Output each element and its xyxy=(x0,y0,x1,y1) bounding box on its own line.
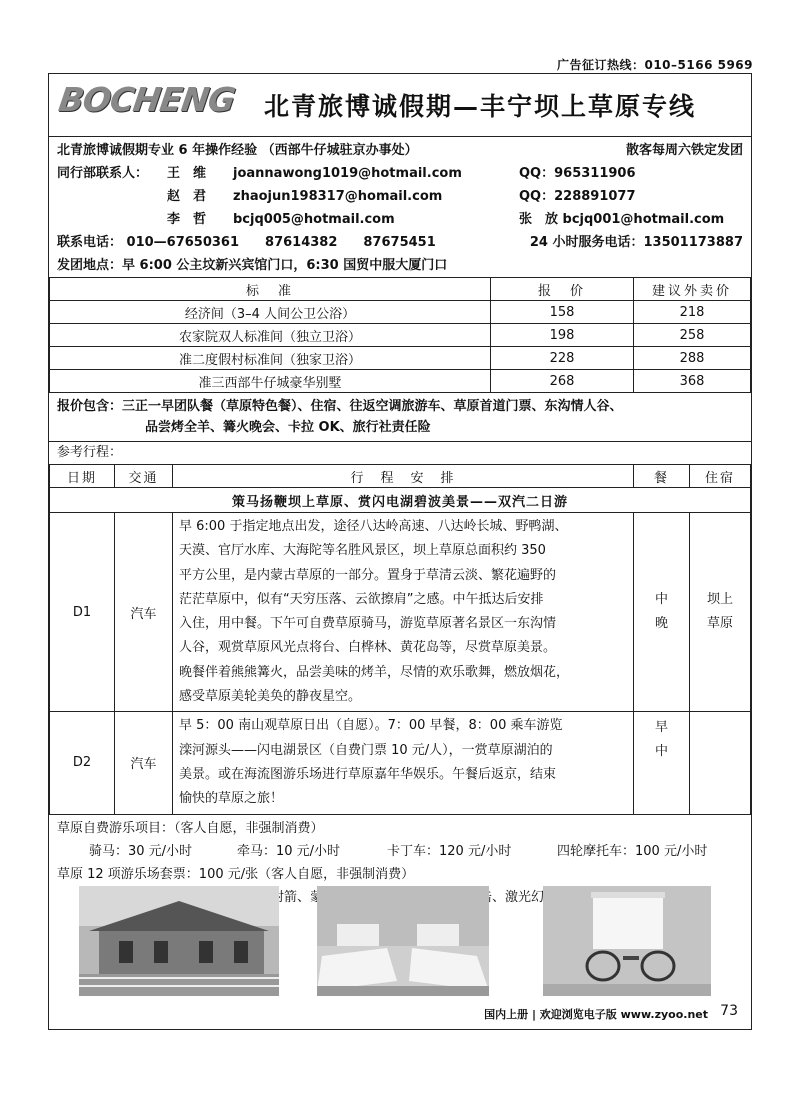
suggested-price: 218 xyxy=(634,301,751,324)
includes-line: 品尝烤全羊、篝火晚会、卡拉 OK、旅行社责任险 xyxy=(145,420,431,435)
info-block xyxy=(49,137,751,277)
price-includes xyxy=(49,393,751,442)
footer-text: 国内上册 | 欢迎浏览电子版 www.zyoo.net xyxy=(484,1008,708,1021)
page-title: 北青旅博诚假期—丰宁坝上草原专线 xyxy=(264,92,697,121)
page-number: 73 xyxy=(720,1003,738,1019)
bocheng-logo: BOCHENG xyxy=(56,80,238,119)
contact-qq: QQ：965311906 xyxy=(519,166,636,181)
contact-extra: 张 放 bcjq001@hotmail.com xyxy=(519,212,725,227)
price-row xyxy=(50,347,751,370)
day-description: 早 6:00 于指定地点出发，途径八达岭高速、八达岭长城、野鸭湖、 天漠、官厅水库、大海陀等名胜风景区，坝上草原总面积约 350 平方公里，是内蒙古草原的一部分。置身于草清云淡、繁花遍野的 茫茫草原中，似有“天穷压落、云欲擦肩”之感。中午抵达后安排 入住，用中餐。下午可自费草原骑马，游览草原著名景区一东沟情 人谷，观赏草原风光点将台、白桦林、黄花岛等，尽赏草原美景。 晚餐伴着熊熊篝火，品尝美味的烤羊，尽情的欢乐歌舞，燃放烟花， 感受草原美轮美奂的静夜星空。 xyxy=(173,513,634,712)
contact-email: bcjq005@hotmail.com xyxy=(233,212,395,227)
price-row xyxy=(50,370,751,393)
phone-line: 联系电话： 010—67650361 87614382 87675451 xyxy=(57,235,436,250)
suggested-price: 258 xyxy=(634,324,751,347)
price-header-standard: 标 准 xyxy=(50,278,491,301)
price-header-suggested: 建议外卖价 xyxy=(634,278,751,301)
service-phone: 24 小时服务电话：13501173887 xyxy=(529,235,743,250)
price-row xyxy=(50,301,751,324)
itinerary-day xyxy=(50,513,751,712)
activity-price: 四轮摩托车：100 元/小时 xyxy=(557,843,708,859)
itinerary-label: 参考行程： xyxy=(57,445,123,460)
contact-name: 赵 君 xyxy=(167,189,207,204)
day-transport: 汽车 xyxy=(115,513,173,712)
room-window-photo xyxy=(543,886,711,996)
itin-header-stay: 住宿 xyxy=(690,465,751,488)
day-transport: 汽车 xyxy=(115,712,173,814)
page-frame xyxy=(48,73,752,1030)
room-type: 农家院双人标准间（独立卫浴） xyxy=(50,324,491,347)
room-type: 准三西部牛仔城豪华别墅 xyxy=(50,370,491,393)
itin-header-date: 日期 xyxy=(50,465,115,488)
day-description: 早 5：00 南山观草原日出（自愿）。7：00 早餐，8：00 乘车游览 滦河源头——闪电湖景区（自费门票 10 元/人），一赏草原湖泊的 美景。或在海流图游乐场进行草原嘉年华娱乐。午餐后返京，结束 愉快的草原之旅！ xyxy=(173,712,634,814)
contact-name: 李 哲 xyxy=(167,212,207,227)
meeting-point: 发团地点：早 6:00 公主坟新兴宾馆门口，6:30 国贸中服大厦门口 xyxy=(57,258,448,273)
itin-header-meal: 餐 xyxy=(634,465,690,488)
villa-photo xyxy=(79,886,279,996)
ad-hotline: 广告征订热线：010–5166 5969 xyxy=(556,58,753,72)
twin-room-photo xyxy=(317,886,489,996)
optional-title: 草原自费游乐项目：（客人自愿，非强制消费） xyxy=(57,820,324,836)
photo-strip xyxy=(49,886,751,996)
package-title: 草原 12 项游乐场套票：100 元/张（客人自愿，非强制消费） xyxy=(57,866,415,882)
departure-rule: 散客每周六铁定发团 xyxy=(625,143,743,158)
contact-name: 王 维 xyxy=(167,166,207,181)
price-header-quote: 报 价 xyxy=(491,278,634,301)
price-table xyxy=(49,277,751,393)
contact-label: 同行部联系人： xyxy=(57,166,149,181)
day-meals: 中 晚 xyxy=(634,513,690,712)
day-meals: 早 中 xyxy=(634,712,690,814)
day-stay xyxy=(690,712,751,814)
suggested-price: 368 xyxy=(634,370,751,393)
quote-price: 158 xyxy=(491,301,634,324)
activity-price: 牵马：10 元/小时 xyxy=(237,843,341,859)
experience-text: 北青旅博诚假期专业 6 年操作经验 （西部牛仔城驻京办事处） xyxy=(57,143,418,158)
contact-email: joannawong1019@hotmail.com xyxy=(233,166,462,181)
day-label: D2 xyxy=(50,712,115,814)
quote-price: 268 xyxy=(491,370,634,393)
itin-header-schedule: 行 程 安 排 xyxy=(173,465,634,488)
day-label: D1 xyxy=(50,513,115,712)
header xyxy=(49,74,751,137)
quote-price: 228 xyxy=(491,347,634,370)
itinerary-subtitle: 策马扬鞭坝上草原、赏闪电湖碧波美景——双汽二日游 xyxy=(50,488,751,513)
itinerary-table xyxy=(49,464,751,815)
quote-price: 198 xyxy=(491,324,634,347)
itin-header-transport: 交通 xyxy=(115,465,173,488)
contact-qq: QQ：228891077 xyxy=(519,189,636,204)
price-row xyxy=(50,324,751,347)
suggested-price: 288 xyxy=(634,347,751,370)
room-type: 准二度假村标准间（独家卫浴） xyxy=(50,347,491,370)
contact-email: zhaojun198317@homail.com xyxy=(233,189,443,204)
day-stay: 坝上 草原 xyxy=(690,513,751,712)
room-type: 经济间（3–4 人间公卫公浴） xyxy=(50,301,491,324)
activity-price: 卡丁车：120 元/小时 xyxy=(387,843,512,859)
includes-line: 报价包含：三正一早团队餐（草原特色餐）、住宿、往返空调旅游车、草原首道门票、东沟情人谷、 xyxy=(57,399,623,414)
activity-price: 骑马：30 元/小时 xyxy=(89,843,193,859)
itinerary-day xyxy=(50,712,751,814)
